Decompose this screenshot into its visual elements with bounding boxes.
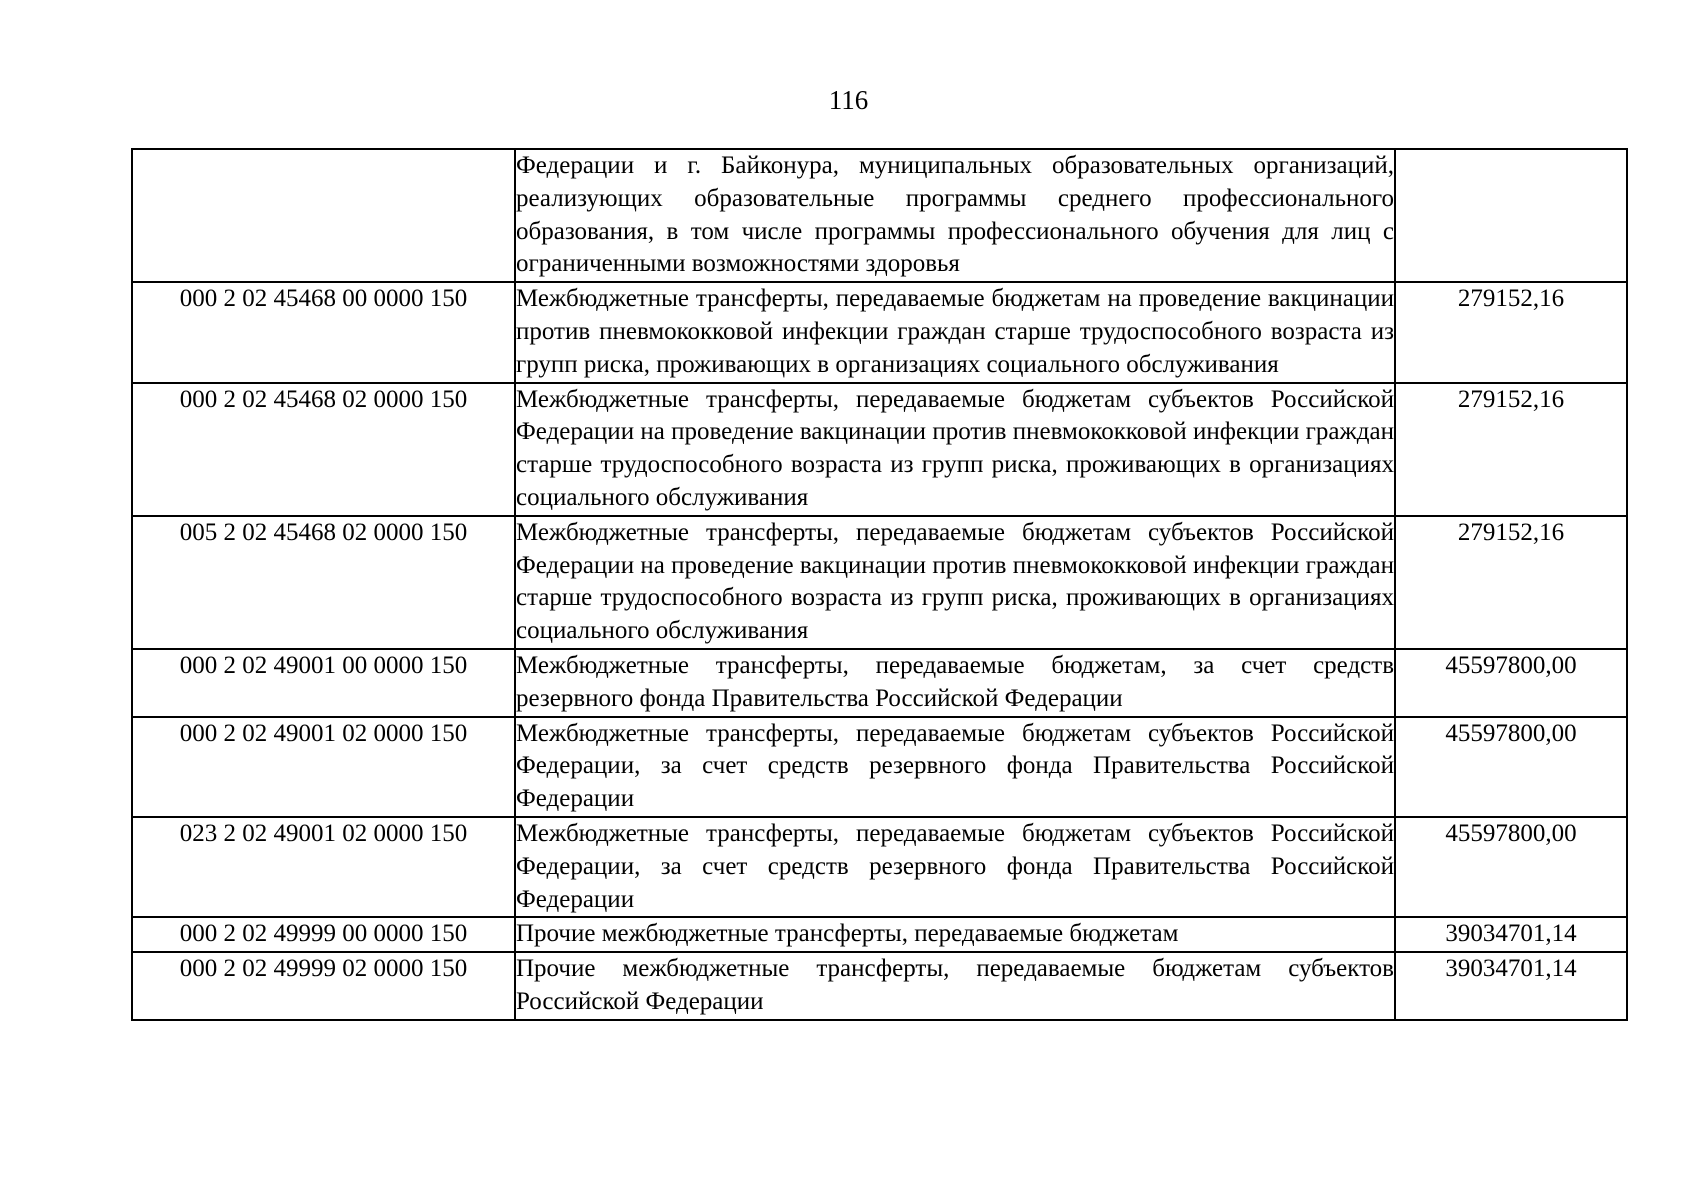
budget-code-cell: 023 2 02 49001 02 0000 150 — [132, 817, 515, 917]
amount-cell: 39034701,14 — [1395, 952, 1627, 1020]
description-cell: Прочие межбюджетные трансферты, передаваемые бюджетам — [515, 917, 1395, 952]
table-row — [132, 516, 1627, 649]
amount-cell: 279152,16 — [1395, 383, 1627, 516]
amount-cell: 45597800,00 — [1395, 817, 1627, 917]
budget-code-cell: 000 2 02 45468 00 0000 150 — [132, 282, 515, 382]
amount-cell: 39034701,14 — [1395, 917, 1627, 952]
table-row — [132, 917, 1627, 952]
table-row — [132, 817, 1627, 917]
table-row — [132, 649, 1627, 717]
description-cell: Межбюджетные трансферты, передаваемые бюджетам на проведение вакцинации против пневмококковой инфекции граждан старше трудоспособного возраста из групп риска, проживающих в организациях социального обслуживания — [515, 282, 1395, 382]
budget-code-cell: 000 2 02 49001 00 0000 150 — [132, 649, 515, 717]
amount-cell: 45597800,00 — [1395, 649, 1627, 717]
amount-cell: 279152,16 — [1395, 282, 1627, 382]
description-cell: Межбюджетные трансферты, передаваемые бюджетам субъектов Российской Федерации, за счет средств резервного фонда Правительства Российской Федерации — [515, 717, 1395, 817]
budget-code-cell: 000 2 02 49999 02 0000 150 — [132, 952, 515, 1020]
budget-code-cell: 000 2 02 49001 02 0000 150 — [132, 717, 515, 817]
page-number: 116 — [828, 85, 869, 115]
description-cell: Прочие межбюджетные трансферты, передаваемые бюджетам субъектов Российской Федерации — [515, 952, 1395, 1020]
budget-code-cell — [132, 149, 515, 282]
description-cell: Федерации и г. Байконура, муниципальных образовательных организаций, реализующих образовательные программы среднего профессионального образования, в том числе программы профессионального обучения для лиц с ограниченными возможностями здоровья — [515, 149, 1395, 282]
description-cell: Межбюджетные трансферты, передаваемые бюджетам субъектов Российской Федерации на проведение вакцинации против пневмококковой инфекции граждан старше трудоспособного возраста из групп риска, проживающих в организациях социального обслуживания — [515, 516, 1395, 649]
description-cell: Межбюджетные трансферты, передаваемые бюджетам субъектов Российской Федерации, за счет средств резервного фонда Правительства Российской Федерации — [515, 817, 1395, 917]
budget-code-cell: 005 2 02 45468 02 0000 150 — [132, 516, 515, 649]
table-row — [132, 149, 1627, 282]
amount-cell: 45597800,00 — [1395, 717, 1627, 817]
description-cell: Межбюджетные трансферты, передаваемые бюджетам, за счет средств резервного фонда Правительства Российской Федерации — [515, 649, 1395, 717]
amount-cell: 279152,16 — [1395, 516, 1627, 649]
budget-revenue-table — [131, 148, 1628, 1021]
table-row — [132, 383, 1627, 516]
budget-code-cell: 000 2 02 49999 00 0000 150 — [132, 917, 515, 952]
budget-code-cell: 000 2 02 45468 02 0000 150 — [132, 383, 515, 516]
description-cell: Межбюджетные трансферты, передаваемые бюджетам субъектов Российской Федерации на проведение вакцинации против пневмококковой инфекции граждан старше трудоспособного возраста из групп риска, проживающих в организациях социального обслуживания — [515, 383, 1395, 516]
table-row — [132, 717, 1627, 817]
table-row — [132, 952, 1627, 1020]
table-row — [132, 282, 1627, 382]
amount-cell — [1395, 149, 1627, 282]
